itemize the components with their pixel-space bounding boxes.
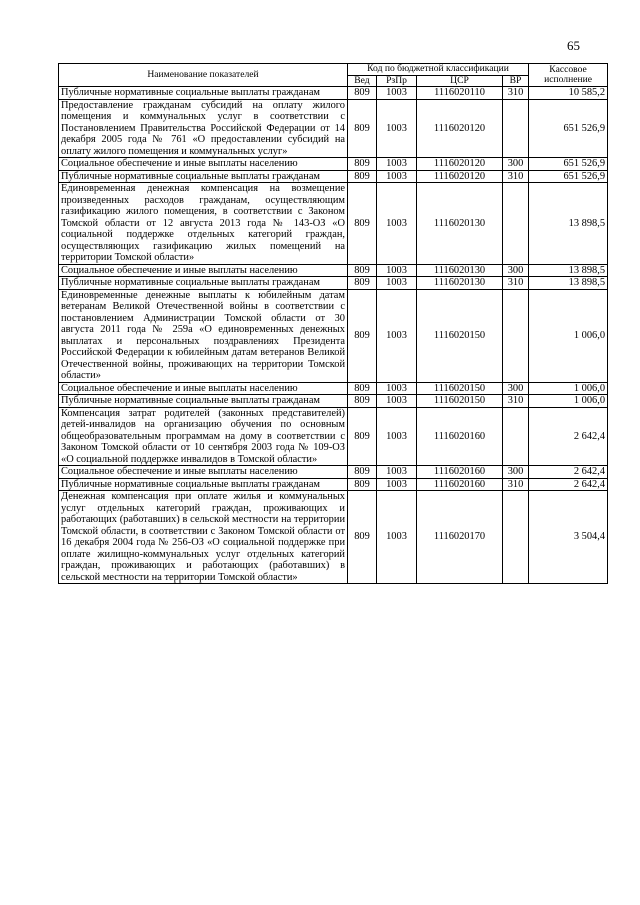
row-name-cell: Публичные нормативные социальные выплаты гражданам bbox=[59, 170, 348, 183]
row-amount-cell: 651 526,9 bbox=[529, 158, 608, 171]
row-vr-cell: 310 bbox=[503, 87, 529, 100]
row-rzpr-cell: 1003 bbox=[377, 277, 417, 290]
row-ved-cell: 809 bbox=[348, 491, 377, 584]
row-rzpr-cell: 1003 bbox=[377, 466, 417, 479]
row-rzpr-cell: 1003 bbox=[377, 289, 417, 382]
row-rzpr-cell: 1003 bbox=[377, 407, 417, 466]
row-ved-cell: 809 bbox=[348, 277, 377, 290]
row-ved-cell: 809 bbox=[348, 289, 377, 382]
row-ved-cell: 809 bbox=[348, 466, 377, 479]
table-row bbox=[59, 407, 608, 466]
row-rzpr-cell: 1003 bbox=[377, 491, 417, 584]
table-row bbox=[59, 183, 608, 265]
row-ved-cell: 809 bbox=[348, 382, 377, 395]
row-name-cell: Единовременные денежные выплаты к юбилейным датам ветеранам Великой Отечественной войны в соответствии с постановлением Администрации Томской области от 30 августа 2011 года № 259а «О единовременных денежных выплатах и персональных поздравлениях Президента Российской Федерации к юбилейным датам ветеранов Великой Отечественной войны, проживающих на территории Томской области» bbox=[59, 289, 348, 382]
row-vr-cell: 300 bbox=[503, 382, 529, 395]
row-csr-cell: 1116020150 bbox=[417, 395, 503, 408]
row-ved-cell: 809 bbox=[348, 99, 377, 158]
table-row bbox=[59, 277, 608, 290]
row-vr-cell: 300 bbox=[503, 466, 529, 479]
table-row bbox=[59, 87, 608, 100]
row-name-cell: Социальное обеспечение и иные выплаты населению bbox=[59, 264, 348, 277]
row-rzpr-cell: 1003 bbox=[377, 395, 417, 408]
row-vr-cell bbox=[503, 491, 529, 584]
row-name-cell: Публичные нормативные социальные выплаты гражданам bbox=[59, 478, 348, 491]
header-rzpr: РзПр bbox=[377, 75, 417, 87]
row-amount-cell: 651 526,9 bbox=[529, 99, 608, 158]
table-row bbox=[59, 395, 608, 408]
row-name-cell: Социальное обеспечение и иные выплаты населению bbox=[59, 382, 348, 395]
row-rzpr-cell: 1003 bbox=[377, 264, 417, 277]
table-body bbox=[59, 87, 608, 584]
row-csr-cell: 1116020160 bbox=[417, 407, 503, 466]
row-vr-cell bbox=[503, 289, 529, 382]
row-rzpr-cell: 1003 bbox=[377, 382, 417, 395]
row-csr-cell: 1116020120 bbox=[417, 99, 503, 158]
row-amount-cell: 10 585,2 bbox=[529, 87, 608, 100]
row-rzpr-cell: 1003 bbox=[377, 478, 417, 491]
row-amount-cell: 13 898,5 bbox=[529, 277, 608, 290]
row-name-cell: Публичные нормативные социальные выплаты гражданам bbox=[59, 87, 348, 100]
row-amount-cell: 651 526,9 bbox=[529, 170, 608, 183]
header-vr: ВР bbox=[503, 75, 529, 87]
row-amount-cell: 2 642,4 bbox=[529, 407, 608, 466]
row-vr-cell bbox=[503, 183, 529, 265]
row-amount-cell: 2 642,4 bbox=[529, 478, 608, 491]
row-csr-cell: 1116020110 bbox=[417, 87, 503, 100]
row-csr-cell: 1116020150 bbox=[417, 289, 503, 382]
row-vr-cell: 310 bbox=[503, 277, 529, 290]
table-row bbox=[59, 478, 608, 491]
row-name-cell: Предоставление гражданам субсидий на оплату жилого помещения и коммунальных услуг в соответствии с Постановлением Правительства Российской Федерации от 14 декабря 2005 года № 761 «О предоставлении субсидий на оплату жилого помещения и коммунальных услуг» bbox=[59, 99, 348, 158]
row-csr-cell: 1116020120 bbox=[417, 170, 503, 183]
row-ved-cell: 809 bbox=[348, 87, 377, 100]
table-row bbox=[59, 289, 608, 382]
row-amount-cell: 1 006,0 bbox=[529, 382, 608, 395]
row-csr-cell: 1116020130 bbox=[417, 183, 503, 265]
row-csr-cell: 1116020170 bbox=[417, 491, 503, 584]
row-ved-cell: 809 bbox=[348, 395, 377, 408]
table-row bbox=[59, 382, 608, 395]
row-name-cell: Социальное обеспечение и иные выплаты населению bbox=[59, 466, 348, 479]
row-vr-cell bbox=[503, 407, 529, 466]
table-row bbox=[59, 466, 608, 479]
row-ved-cell: 809 bbox=[348, 170, 377, 183]
budget-execution-table bbox=[58, 63, 608, 584]
row-vr-cell: 310 bbox=[503, 170, 529, 183]
row-vr-cell: 300 bbox=[503, 158, 529, 171]
row-rzpr-cell: 1003 bbox=[377, 87, 417, 100]
row-rzpr-cell: 1003 bbox=[377, 158, 417, 171]
row-name-cell: Социальное обеспечение и иные выплаты населению bbox=[59, 158, 348, 171]
row-ved-cell: 809 bbox=[348, 264, 377, 277]
header-name: Наименование показателей bbox=[59, 64, 348, 87]
row-csr-cell: 1116020120 bbox=[417, 158, 503, 171]
header-row-1 bbox=[59, 64, 608, 76]
row-amount-cell: 1 006,0 bbox=[529, 395, 608, 408]
table-row bbox=[59, 491, 608, 584]
row-rzpr-cell: 1003 bbox=[377, 183, 417, 265]
row-name-cell: Единовременная денежная компенсация на возмещение произведенных расходов гражданам, осуществляющим газификацию жилого помещения, в соответствии с Законом Томской области от 12 августа 2013 года № 143-ОЗ «О социальной поддержке отдельных категорий граждан, осуществляющих газификацию жилых помещений на территории Томской области» bbox=[59, 183, 348, 265]
header-csr: ЦСР bbox=[417, 75, 503, 87]
header-ved: Вед bbox=[348, 75, 377, 87]
row-csr-cell: 1116020150 bbox=[417, 382, 503, 395]
row-amount-cell: 2 642,4 bbox=[529, 466, 608, 479]
row-vr-cell: 310 bbox=[503, 478, 529, 491]
row-ved-cell: 809 bbox=[348, 158, 377, 171]
row-rzpr-cell: 1003 bbox=[377, 99, 417, 158]
page-number: 65 bbox=[567, 38, 580, 53]
row-amount-cell: 13 898,5 bbox=[529, 264, 608, 277]
row-vr-cell bbox=[503, 99, 529, 158]
row-vr-cell: 310 bbox=[503, 395, 529, 408]
table-row bbox=[59, 170, 608, 183]
table-row bbox=[59, 99, 608, 158]
row-name-cell: Публичные нормативные социальные выплаты гражданам bbox=[59, 395, 348, 408]
row-name-cell: Публичные нормативные социальные выплаты гражданам bbox=[59, 277, 348, 290]
header-amount: Кассовое исполнение bbox=[529, 64, 608, 87]
table-row bbox=[59, 264, 608, 277]
row-name-cell: Денежная компенсация при оплате жилья и коммунальных услуг отдельных категорий граждан, проживающих и работающих (работавших) в сельской местности на территории Томской области, в соответствии с Законом Томской области от 16 декабря 2004 года № 256-ОЗ «О социальной поддержке при оплате жилищно-коммунальных услуг отдельных категорий граждан, проживающих и работающих (работавших) в сельской местности на территории Томской области» bbox=[59, 491, 348, 584]
row-csr-cell: 1116020160 bbox=[417, 478, 503, 491]
row-csr-cell: 1116020160 bbox=[417, 466, 503, 479]
row-amount-cell: 1 006,0 bbox=[529, 289, 608, 382]
header-classification-group: Код по бюджетной классификации bbox=[348, 64, 529, 76]
row-ved-cell: 809 bbox=[348, 478, 377, 491]
row-ved-cell: 809 bbox=[348, 407, 377, 466]
row-name-cell: Компенсация затрат родителей (законных представителей) детей-инвалидов на организацию обучения по основным общеобразовательным программам на дому в соответствии с Законом Томской области от 10 сентября 2003 года № 109-ОЗ «О социальной поддержке инвалидов в Томской области» bbox=[59, 407, 348, 466]
row-csr-cell: 1116020130 bbox=[417, 264, 503, 277]
table-row bbox=[59, 158, 608, 171]
row-amount-cell: 13 898,5 bbox=[529, 183, 608, 265]
row-ved-cell: 809 bbox=[348, 183, 377, 265]
row-amount-cell: 3 504,4 bbox=[529, 491, 608, 584]
row-vr-cell: 300 bbox=[503, 264, 529, 277]
row-csr-cell: 1116020130 bbox=[417, 277, 503, 290]
row-rzpr-cell: 1003 bbox=[377, 170, 417, 183]
